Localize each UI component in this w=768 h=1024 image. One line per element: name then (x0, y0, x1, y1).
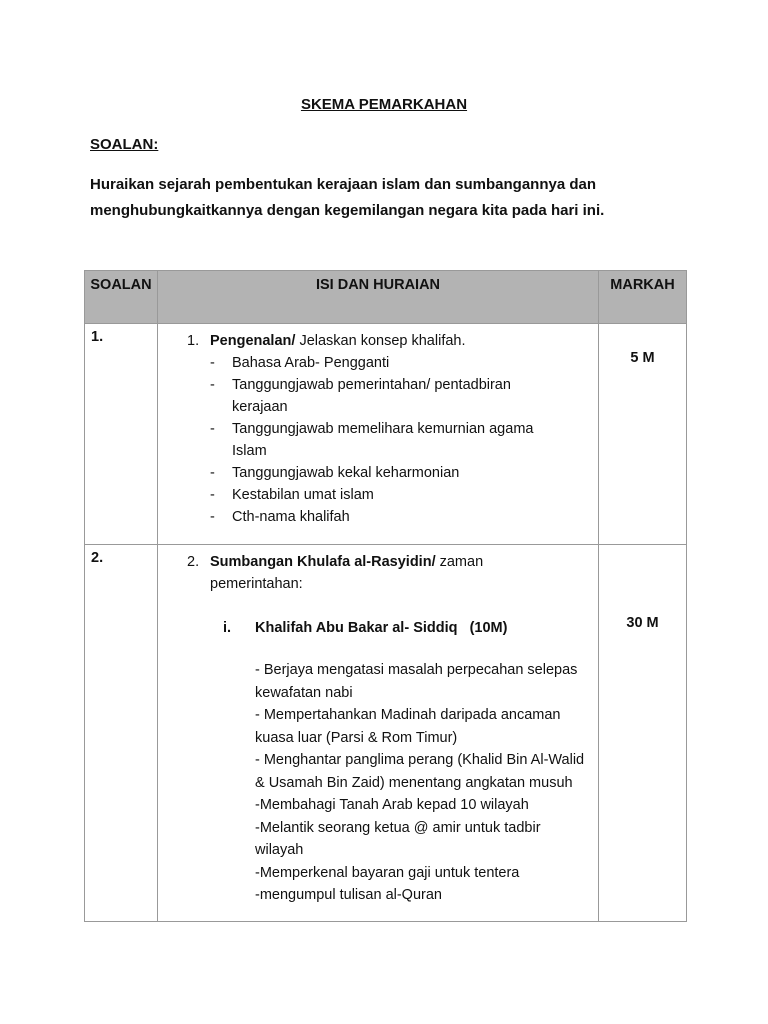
item-description: zaman pemerintahan: (210, 554, 484, 592)
item-description: Jelaskan konsep khalifah. (295, 333, 466, 349)
sub-item-title: Khalifah Abu Bakar al- Siddiq (10M) (255, 620, 508, 636)
list-item: - Kestabilan umat islam (210, 487, 374, 503)
list-item: -mengumpul tulisan al-Quran (255, 887, 442, 903)
header-isi-dan-huraian: ISI DAN HURAIAN (158, 271, 599, 324)
table-row (85, 545, 687, 922)
question-text (90, 172, 690, 224)
mark-value: 5 M (630, 350, 655, 366)
list-item: - Tanggungjawab kekal keharmonian (210, 465, 460, 481)
list-item: - Menghantar panglima perang (Khalid Bin Al-Walid & Usamah Bin Zaid) menentang angkatan musuh (255, 752, 585, 791)
item-title: Sumbangan Khulafa al-Rasyidin/ (210, 554, 436, 570)
header-markah: MARKAH (599, 271, 687, 324)
sub-item-heading (158, 595, 598, 639)
row-number: 2. (91, 550, 104, 566)
item-title: Pengenalan/ (210, 333, 296, 349)
table-row (85, 324, 687, 545)
item-number: 1. (187, 333, 200, 349)
item-heading (158, 545, 598, 595)
point-list (158, 352, 550, 528)
list-item: -Memperkenal bayaran gaji untuk tentera (255, 864, 520, 881)
marking-scheme-table (84, 270, 687, 922)
list-item: - Berjaya mengatasi masalah perpecahan selepas kewafatan nabi (255, 662, 578, 701)
table-header-row (85, 271, 687, 324)
question-line: menghubungkaitkannya dengan kegemilangan negara kita pada hari ini. (90, 202, 605, 219)
item-heading (158, 324, 598, 352)
header-soalan: SOALAN (85, 271, 158, 324)
list-item: - Cth-nama khalifah (210, 509, 350, 525)
question-label: SOALAN: (90, 136, 159, 153)
list-item: - Bahasa Arab- Pengganti (210, 355, 390, 371)
list-item: - Tanggungjawab memelihara kemurnian agama Islam (210, 421, 534, 459)
sub-item-number: i. (223, 620, 232, 636)
question-line: Huraikan sejarah pembentukan kerajaan islam dan sumbangannya dan (90, 176, 597, 193)
point-list (158, 639, 585, 907)
list-item: -Membahagi Tanah Arab kepad 10 wilayah (255, 797, 529, 813)
row-number: 1. (91, 329, 104, 345)
list-item: -Melantik seorang ketua @ amir untuk tadbir wilayah (255, 819, 541, 858)
document-title: SKEMA PEMARKAHAN (300, 96, 468, 113)
list-item: - Mempertahankan Madinah daripada ancaman kuasa luar (Parsi & Rom Timur) (255, 707, 561, 746)
item-number: 2. (187, 554, 200, 570)
list-item: - Tanggungjawab pemerintahan/ pentadbiran kerajaan (210, 377, 511, 415)
mark-value: 30 M (626, 615, 659, 631)
